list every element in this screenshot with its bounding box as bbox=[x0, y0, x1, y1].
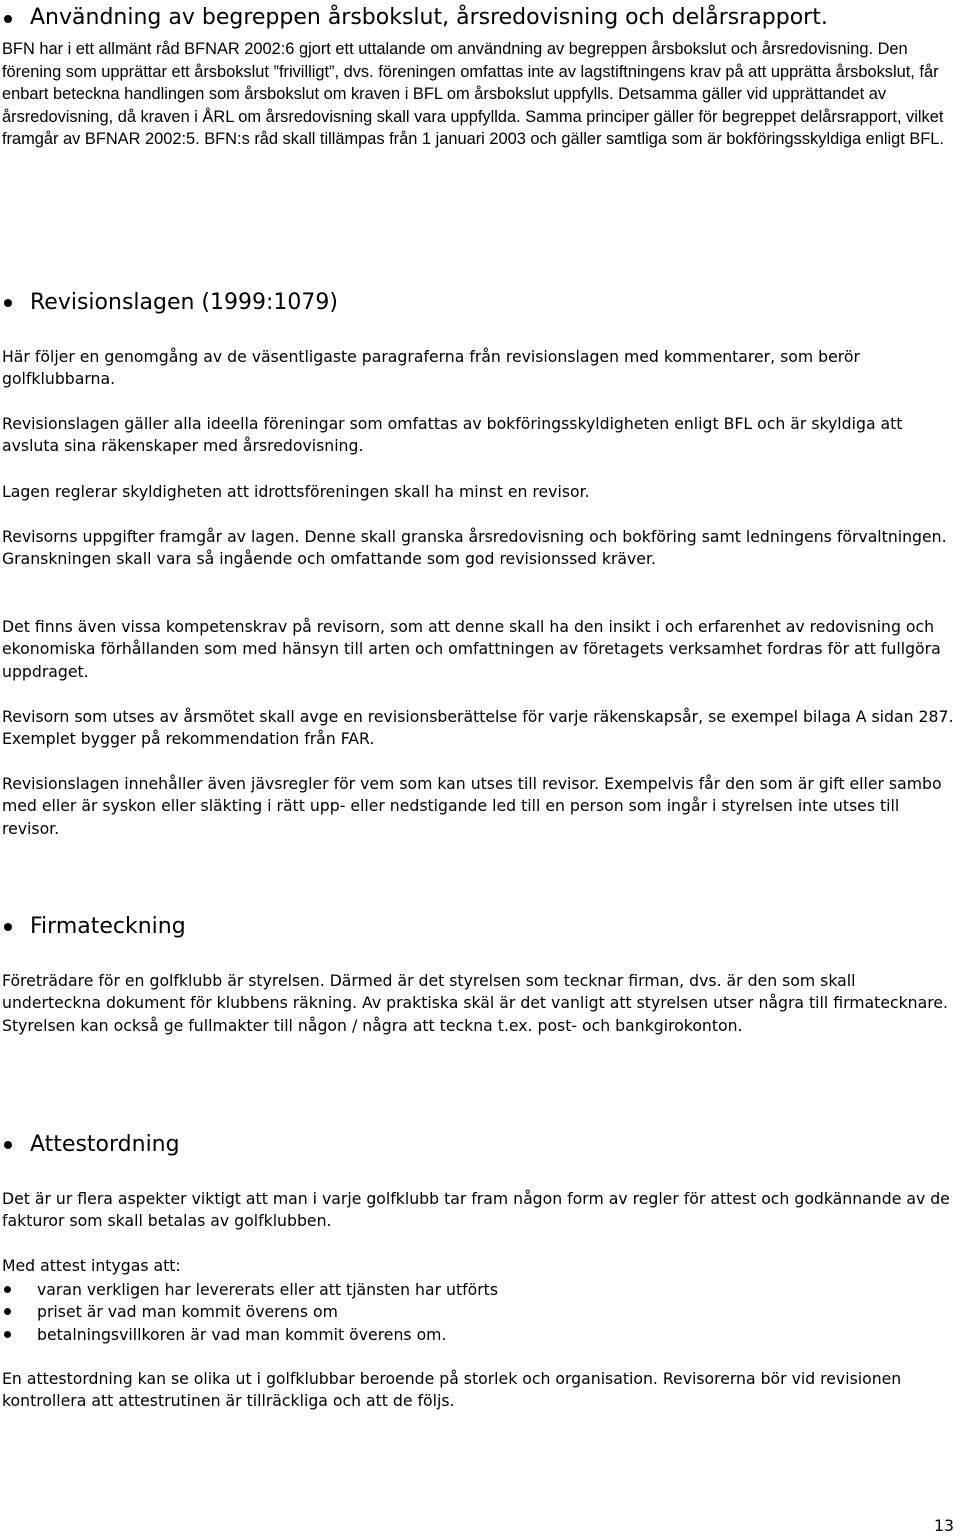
list-item: betalningsvillkoren är vad man kommit överens om. bbox=[37, 1325, 447, 1344]
bullet-icon bbox=[4, 1141, 12, 1149]
section-heading-attestordning: Attestordning bbox=[30, 1132, 180, 1157]
bullet-icon bbox=[4, 1308, 11, 1315]
section-heading-firmateckning: Firmateckning bbox=[30, 914, 186, 939]
paragraph-firmateckning: Företrädare för en golfklubb är styrelsen. Därmed är det styrelsen som tecknar firman, dvs. är den som skall underteckna dokument för klubbens räkning. Av praktiska skäl är det vanligt att styrelsen utser några till firmatecknare. Styrelsen kan också ge fullmakter till någon / några att teckna t.ex. post- och bankgirokonton. bbox=[2, 971, 948, 1035]
list-item: priset är vad man kommit överens om bbox=[37, 1302, 338, 1321]
bullet-icon bbox=[4, 15, 12, 23]
section-heading-arsbokslut: Användning av begreppen årsbokslut, årsredovisning och delårsrapport. bbox=[30, 5, 828, 30]
bullet-icon bbox=[4, 1331, 11, 1338]
page-number: 13 bbox=[934, 1516, 954, 1535]
paragraph-revisionslagen-4: Revisorns uppgifter framgår av lagen. Denne skall granska årsredovisning och bokföring samt ledningens förvaltningen. Granskningen skall vara så ingående och omfattande som god revisionssed kräver. bbox=[2, 527, 947, 569]
section-heading-revisionslagen: Revisionslagen (1999:1079) bbox=[30, 290, 338, 315]
paragraph-revisionslagen-2: Revisionslagen gäller alla ideella föreningar som omfattas av bokföringsskyldigheten enligt BFL och är skyldiga att avsluta sina räkenskaper med årsredovisning. bbox=[2, 414, 903, 456]
list-item: varan verkligen har levererats eller att tjänsten har utförts bbox=[37, 1280, 498, 1299]
paragraph-revisionslagen-7: Revisionslagen innehåller även jävsregler för vem som kan utses till revisor. Exempelvis får den som är gift eller sambo med eller är syskon eller släkting i rätt upp- eller nedstigande led till en person som ingår i styrelsen inte utses till revisor. bbox=[2, 774, 942, 838]
list-intro: Med attest intygas att: bbox=[2, 1256, 181, 1275]
paragraph-revisionslagen-1: Här följer en genomgång av de väsentligaste paragraferna från revisionslagen med kommentarer, som berör golfklubbarna. bbox=[2, 347, 860, 389]
paragraph-arsbokslut: BFN har i ett allmänt råd BFNAR 2002:6 gjort ett uttalande om användning av begreppen årsbokslut och årsredovisning. Den förening som upprättar ett årsbokslut ”frivilligt”, dvs. föreningen omfattas inte av lagstiftningens krav på att upprätta årsbokslut, får enbart beteckna handlingen som årsbokslut om kraven i BFL om årsbokslut uppfylls. Detsamma gäller vid upprättandet av årsredovisning, då kraven i ÅRL om årsredovisning skall vara uppfyllda. Samma principer gäller för begreppet delårsrapport, vilket framgår av BFNAR 2002:5. BFN:s råd skall tillämpas från 1 januari 2003 och gäller samtliga som är bokföringsskyldiga enligt BFL. bbox=[2, 40, 944, 149]
paragraph-revisionslagen-6: Revisorn som utses av årsmötet skall avge en revisionsberättelse för varje räkenskapsår, se exempel bilaga A sidan 287. Exemplet bygger på rekommendation från FAR. bbox=[2, 707, 954, 749]
paragraph-attestordning-2: En attestordning kan se olika ut i golfklubbar beroende på storlek och organisation. Revisorerna bör vid revisionen kontrollera att attestrutinen är tillräckliga och att de följs. bbox=[2, 1369, 902, 1411]
paragraph-revisionslagen-5: Det finns även vissa kompetenskrav på revisorn, som att denne skall ha den insikt i och erfarenhet av redovisning och ekonomiska förhållanden som med hänsyn till arten och omfattningen av företagets verksamhet fordras för att fullgöra uppdraget. bbox=[2, 617, 941, 681]
bullet-icon bbox=[4, 923, 12, 931]
bullet-icon bbox=[4, 1286, 11, 1293]
paragraph-revisionslagen-3: Lagen reglerar skyldigheten att idrottsföreningen skall ha minst en revisor. bbox=[2, 482, 590, 501]
paragraph-attestordning-1: Det är ur flera aspekter viktigt att man i varje golfklubb tar fram någon form av regler för attest och godkännande av de fakturor som skall betalas av golfklubben. bbox=[2, 1189, 950, 1231]
bullet-icon bbox=[4, 299, 12, 307]
